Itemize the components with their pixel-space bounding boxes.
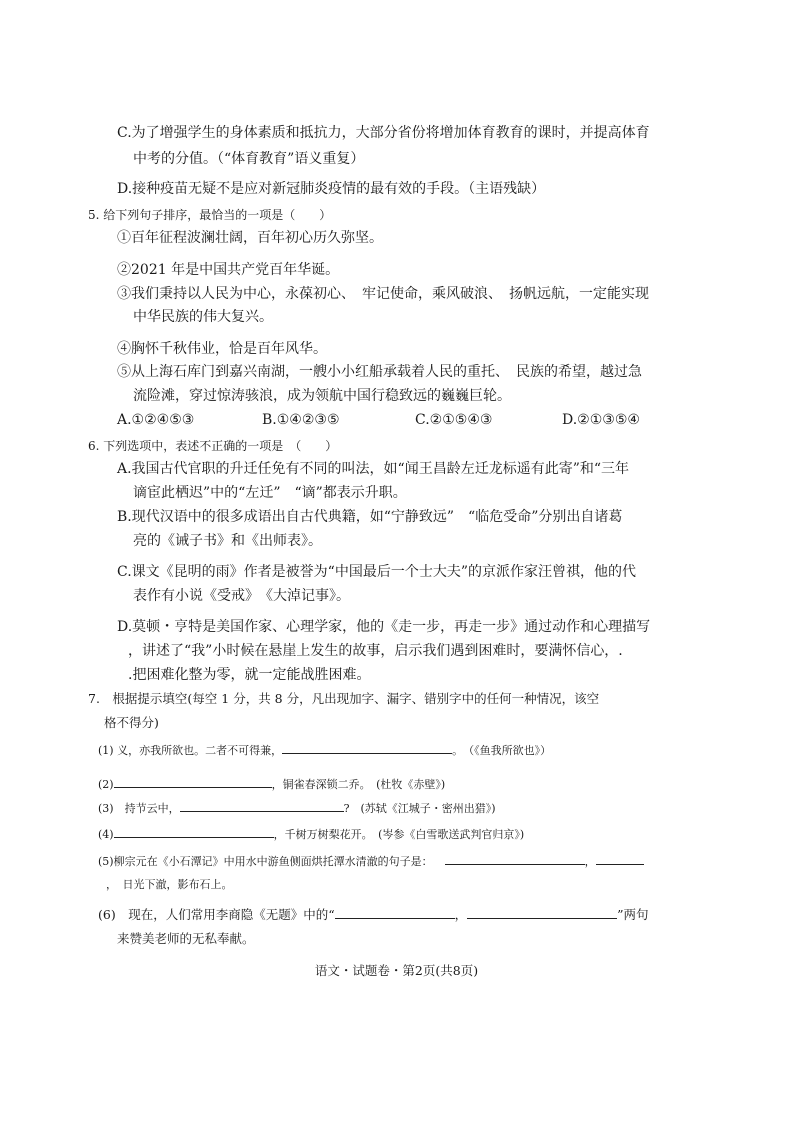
page-footer: 语文・试题卷・第2页(共8页) [314, 963, 479, 978]
q6-stem: 6. 下列选项中，表述不正确的一项是 （ ） [88, 439, 338, 453]
q7-item-1-prefix: (1) 义，亦我所欲也。二者不可得兼， [98, 744, 283, 757]
q7-item-2-prefix: (2) [98, 778, 114, 791]
q7-item-6-blank-1[interactable] [335, 904, 455, 919]
q7-stem-line2: 格不得分) [104, 715, 159, 730]
q7-item-5-blank-1[interactable] [445, 850, 585, 865]
q7-item-5-prefix: (5)柳宗元在《小石潭记》中用水中游鱼侧面烘托潭水清澈的句子是： [98, 855, 433, 868]
q7-item-2-blank[interactable] [114, 773, 272, 788]
q7-item-1-suffix: 。 （《鱼我所欲也》） [452, 744, 552, 757]
q6-option-c-line2: 表作有小说《受戒》 《大淖记事》。 [133, 588, 350, 604]
q4-option-d: D.接种疫苗无疑不是应对新冠肺炎疫情的最有效的手段。（主语残缺） [117, 181, 546, 197]
q5-option-b: B.①④②③⑤ [262, 412, 340, 428]
q5-sentence-3-line1: ③我们秉持以人民为中心，永葆初心、 牢记使命，乘风破浪、 扬帆远航，一定能实现 [117, 286, 649, 302]
q7-item-3-suffix: ? (苏轼《江城子・密州出猎》) [343, 802, 496, 815]
q5-option-a: A.①②④⑤③ [117, 412, 195, 428]
q7-item-1-blank[interactable] [282, 739, 452, 754]
q7-item-3 [98, 797, 496, 819]
q5-sentence-1: ①百年征程波澜壮阔，百年初心历久弥坚。 [117, 230, 383, 246]
q7-item-6-continuation: 来赞美老师的无私奉献。 [117, 931, 255, 946]
q7-item-1 [98, 739, 551, 761]
q7-item-4-blank[interactable] [114, 823, 274, 838]
q7-item-5-blank-2[interactable] [596, 850, 644, 865]
q6-option-d-line3: .把困难化整为零，就一定能战胜困难。 [128, 667, 371, 683]
q6-option-a-line2: 谪宦此栖迟”中的“左迁” “谪”都表示升职。 [133, 485, 407, 501]
q6-option-a-line1: A.我国古代官职的升迁任免有不同的叫法，如“闻王昌龄左迁龙标遥有此寄”和“三年 [117, 461, 630, 477]
q7-item-4 [98, 823, 524, 845]
q7-item-6-separator: ， [454, 907, 468, 922]
q7-item-3-blank[interactable] [180, 797, 344, 812]
q4-option-c-line2: 中考的分值。（“体育教育”语义重复） [133, 151, 365, 167]
q5-sentence-5-line2: 流险滩，穿过惊涛骇浪，成为领航中国行稳致远的巍巍巨轮。 [133, 388, 511, 404]
q7-item-6-prefix: (6) 现在，人们常用李商隐《无题》中的“ [98, 907, 335, 922]
q6-option-c-line1: C.课文《昆明的雨》作者是被誉为“中国最后一个士大夫”的京派作家汪曾祺，他的代 [117, 564, 636, 580]
q5-option-c: C.②①⑤④③ [415, 412, 493, 428]
q6-option-d-line2: ，讲述了“我”小时候在悬崖上发生的故事，启示我们遇到困难时，要满怀信心，. [128, 643, 623, 659]
q6-option-b-line2: 亮的《诫子书》和《出师表》。 [133, 533, 322, 549]
q7-item-6 [98, 904, 649, 925]
q5-stem: 5. 给下列句子排序，最恰当的一项是（ ） [88, 208, 332, 222]
q7-item-4-prefix: (4) [98, 828, 114, 841]
q5-option-d: D.②①③⑤④ [562, 412, 640, 428]
q6-option-d-line1: D.莫顿・亨特是美国作家、心理学家，他的《走一步，再走一步》通过动作和心理描写 [117, 619, 651, 635]
q7-item-5-separator: ， [584, 855, 596, 868]
q5-sentence-2: ②2021 年是中国共产党百年华诞。 [117, 262, 340, 278]
q7-stem-line1: 7. 根据提示填空(每空 1 分，共 8 分，凡出现加字、漏字、错别字中的任何一种情况，该空 [88, 691, 600, 706]
q4-option-c-line1: C.为了增强学生的身体素质和抵抗力，大部分省份将增加体育教育的课时，并提高体育 [117, 125, 650, 141]
q7-item-2-suffix: ，铜雀春深锁二乔。 (杜牧《赤壁》) [271, 778, 446, 791]
q7-item-4-suffix: ，千树万树梨花开。 (岑参《白雪歌送武判官归京》) [273, 828, 525, 841]
q5-sentence-4: ④胸怀千秋伟业，恰是百年风华。 [117, 341, 327, 357]
q5-sentence-5-line1: ⑤从上海石库门到嘉兴南湖，一艘小小红船承载着人民的重托、 民族的希望，越过急 [117, 364, 642, 380]
q7-item-2 [98, 773, 445, 795]
q7-item-6-suffix: ”两句 [617, 907, 649, 922]
q6-option-b-line1: B.现代汉语中的很多成语出自古代典籍，如“宁静致远” “临危受命”分别出自诸葛 [117, 509, 623, 525]
q7-item-5-continuation: ， 日光下澈，影布石上。 [106, 878, 233, 891]
q7-item-6-blank-2[interactable] [467, 904, 617, 919]
q7-item-3-prefix: (3) 持节云中， [98, 802, 180, 815]
q5-sentence-3-line2: 中华民族的伟大复兴。 [133, 309, 273, 325]
q7-item-5 [98, 850, 644, 872]
